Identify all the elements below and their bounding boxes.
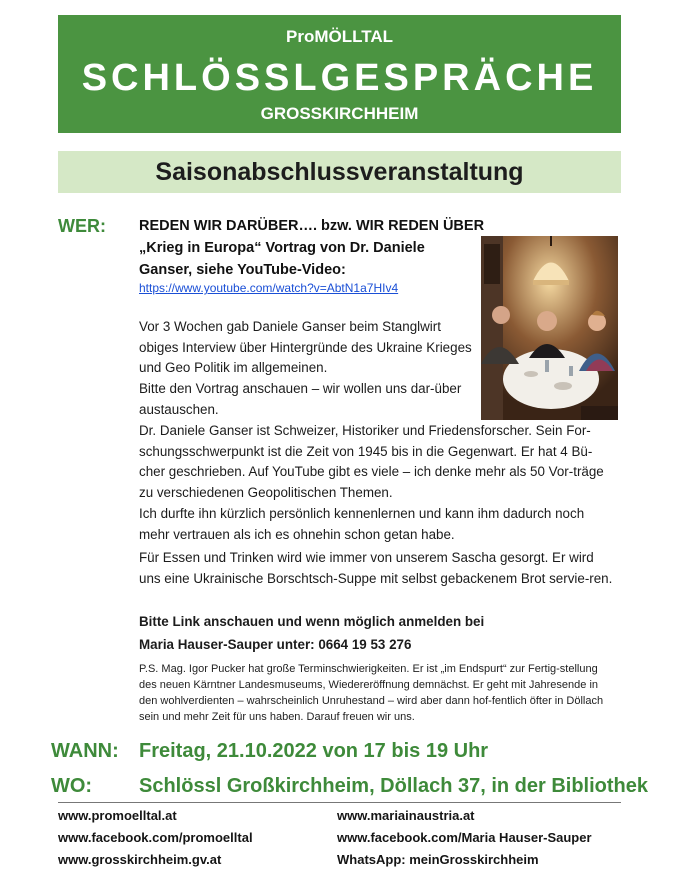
event-series-title: SCHLÖSSLGESPRÄCHE [81,57,598,99]
wer-heading-line-2: „Krieg in Europa“ Vortrag von Dr. Daniele [139,240,425,256]
paragraph-food: Für Essen und Trinken wird wie immer von unserem Sascha gesorgt. Er wird uns eine Ukrainische Borschtsch-Suppe mit selbst gebackenem Brot servie-ren. [139,550,613,586]
contact-info: Maria Hauser-Sauper unter: 0664 19 53 276 [139,637,412,652]
footer-link-grosskirchheim[interactable]: www.grosskirchheim.gv.at [58,852,222,867]
wer-heading-line-3: Ganser, siehe YouTube-Video: [139,262,346,278]
wann-value: Freitag, 21.10.2022 von 17 bis 19 Uhr [139,740,489,762]
header-banner [58,15,621,133]
photo-illustration [481,236,618,420]
wer-heading-line-1: REDEN WIR DARÜBER…. bzw. WIR REDEN ÜBER [139,218,485,234]
paragraph-interview: Vor 3 Wochen gab Daniele Ganser beim Stanglwirt obiges Interview über Hintergründe des Ukraine Krieges und Geo Politik im allgemeinen. [139,319,472,375]
wer-label: WER: [58,216,106,236]
footer-divider [58,802,621,803]
location-name: GROSSKIRCHHEIM [260,104,419,123]
paragraph-personal: Ich durfte ihn kürzlich persönlich kennenlernen und kann ihm dadurch noch mehr vertrauen als ich es ohnehin schon getan habe. [139,506,585,542]
wo-value: Schlössl Großkirchheim, Döllach 37, in der Bibliothek [139,775,649,797]
paragraph-ganser-bio: Dr. Daniele Ganser ist Schweizer, Historiker und Friedensforscher. Sein For-schungsschwerpunkt ist die Zeit von 1945 bis in die Gegenwart. Er hat 4 Bü-cher geschrieben. Auf YouTube gibt es viele – ich denke mehr als 50 Vor-träge zu verschiedenen Geopolitischen Themen. [139,423,604,500]
wann-label: WANN: [51,740,119,762]
paragraph-watch: Bitte den Vortrag anschauen – wir wollen uns dar-über austauschen. [139,381,462,417]
postscript: P.S. Mag. Igor Pucker hat große Terminschwierigkeiten. Er ist „im Endspurt“ zur Fertig-stellung des neuen Kärntner Landesmuseums, Wiedereröffnung demnächst. Er geht mit Jahresende in den wohlverdienten – wahrscheinlich Unruhestand – wird aber dann hof-fentlich öfter in Döllach sein und mehr Zeit für uns haben. Darauf freuen wir uns. [139,663,604,723]
footer-link-mariainaustria[interactable]: www.mariainaustria.at [337,808,475,823]
footer-whatsapp[interactable]: WhatsApp: meinGrosskirchheim [337,852,539,867]
youtube-link[interactable]: https://www.youtube.com/watch?v=AbtN1a7HIv4 [139,281,399,295]
organization-name: ProMÖLLTAL [285,27,393,46]
wo-label: WO: [51,775,93,797]
footer-link-facebook-promoelltal[interactable]: www.facebook.com/promoelltal [58,830,253,845]
event-subtitle: Saisonabschlussveranstaltung [58,151,621,193]
call-to-action: Bitte Link anschauen und wenn möglich anmelden bei [139,614,485,629]
footer-link-facebook-maria[interactable]: www.facebook.com/Maria Hauser-Sauper [337,830,592,845]
event-photo [481,236,618,420]
footer-link-promoelltal[interactable]: www.promoelltal.at [58,808,177,823]
